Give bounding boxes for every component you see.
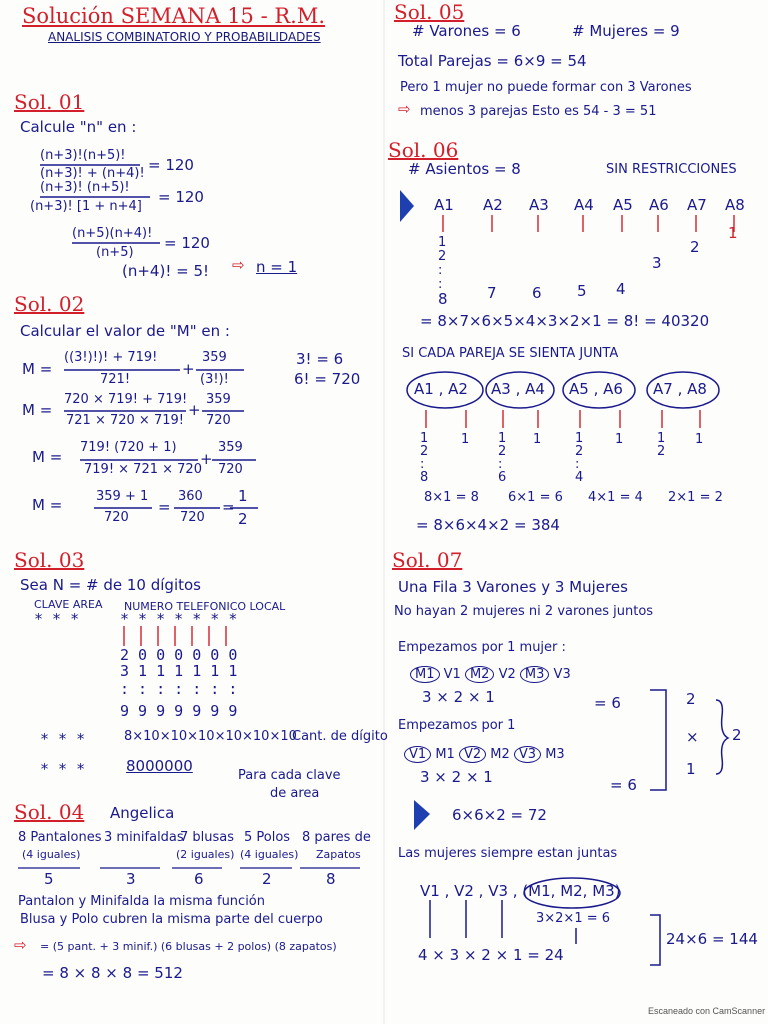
sol07-group: V1 , V2 , V3 , (M1, M2, M3)	[420, 882, 621, 900]
sol06-pair-ticks: 1 2 : 8	[420, 431, 429, 485]
sol03-label: Sol. 03	[14, 548, 85, 572]
sol06-col-count: 6	[532, 284, 542, 302]
sol03-stars3b: * * *	[40, 730, 86, 748]
sol07-result2: 24×6 = 144	[666, 930, 758, 948]
sol06-seat: A2	[483, 196, 503, 214]
sol01-eq1-den: (n+3)! + (n+4)!	[40, 166, 145, 181]
sol04-item3b: (2 iguales)	[176, 848, 235, 861]
sol03-stars7: * * * * * * *	[120, 610, 238, 628]
sol07-seq-item: M3	[520, 666, 550, 683]
sol04-item2: 3 minifaldas	[104, 830, 184, 845]
sol04-v4: 2	[262, 870, 272, 888]
sol04-result: = 8 × 8 × 8 = 512	[42, 964, 183, 982]
sol06-seat: A4	[574, 196, 594, 214]
sol02-l3-den2: 720	[218, 462, 243, 477]
sol03-stars3: * * *	[34, 610, 80, 628]
sol03-product: 8×10×10×10×10×10×10	[124, 729, 297, 744]
sol01-eq2-num: (n+3)! (n+5)!	[40, 180, 130, 195]
sol07-seq-item: M1	[410, 666, 440, 683]
sol02-fact2: 6! = 720	[294, 370, 361, 388]
sol02-l4-num3: 1	[238, 487, 248, 505]
sol02-l4-num: 359 + 1	[96, 489, 149, 504]
sol06-pair-prod: 4×1 = 4	[588, 490, 643, 505]
sol07-prod2: 3 × 2 × 1	[420, 768, 493, 786]
sol06-asientos: # Asientos = 8	[408, 160, 521, 178]
sol02-l2-plus: +	[188, 401, 201, 419]
sol06-pair-ticks: 1 2	[657, 431, 666, 459]
sol07-bracket-val: ×	[686, 728, 699, 746]
sol04-item5a: 8 pares de	[302, 830, 371, 845]
sol06-col-count: 4	[616, 280, 626, 298]
sol04-name: Angelica	[110, 804, 175, 822]
sol03-row9: 9 9 9 9 9 9 9	[120, 702, 238, 720]
sol07-seq-item: M1	[435, 747, 455, 762]
sol04-v3: 6	[194, 870, 204, 888]
arrow-right-icon: ⇨	[14, 936, 27, 954]
sol06-pair-ticks: 1 2 : 4	[575, 431, 584, 485]
sol03-total: 8000000	[126, 757, 193, 775]
sol07-label: Sol. 07	[392, 548, 463, 572]
sol07-seq-item: M3	[545, 747, 565, 762]
sol01-result: n = 1	[256, 258, 298, 276]
sol02-l3-den: 719! × 721 × 720	[84, 462, 202, 477]
sol07-seq-item: V2	[498, 667, 516, 682]
sol04-item4a: 5 Polos	[244, 830, 291, 845]
sol04-item5b: Zapatos	[316, 848, 361, 861]
sol02-l4-den2: 720	[180, 510, 205, 525]
sol03-row0: 2 0 0 0 0 0 0	[120, 646, 238, 664]
sol06-pair: A1 , A2	[414, 380, 468, 398]
sol07-seq-item: V3	[514, 746, 541, 763]
sol04-note2: Blusa y Polo cubren la misma parte del cuerpo	[20, 912, 323, 927]
sol07-seq-item: V1	[404, 746, 431, 763]
sol06-pair-one: 1	[695, 432, 704, 447]
sol02-l4-num2: 360	[178, 489, 203, 504]
sol03-stars3c: * * *	[40, 760, 86, 778]
sol07-seq1	[410, 666, 571, 683]
sol03-numero-local: NUMERO TELEFONICO LOCAL	[124, 600, 286, 613]
sol01-prompt: Calcule "n" en :	[20, 118, 137, 136]
sol07-l3: Las mujeres siempre estan juntas	[398, 846, 618, 861]
sol02-fact1: 3! = 6	[296, 350, 344, 368]
arrow-right-icon: ⇨	[232, 256, 245, 274]
sol07-eq6a: = 6	[594, 694, 621, 712]
sol04-formula: = (5 pant. + 3 minif.) (6 blusas + 2 polos) (8 zapatos)	[40, 940, 337, 953]
sol04-item4b: (4 iguales)	[240, 848, 299, 861]
sol06-result: = 8×6×4×2 = 384	[416, 516, 560, 534]
sol07-prod1: 3 × 2 × 1	[422, 688, 495, 706]
sol06-seat: A6	[649, 196, 669, 214]
sol02-l4-left: M =	[32, 496, 63, 514]
sol07-emp2: Empezamos por 1	[398, 718, 516, 733]
sol02-l2-den: 721 × 720 × 719!	[66, 413, 184, 428]
sol04-v2: 3	[126, 870, 136, 888]
sol07-seq-item: M2	[465, 666, 495, 683]
sol04-v5: 8	[326, 870, 336, 888]
sol06-pair-prod: 6×1 = 6	[508, 490, 563, 505]
sol06-seat: A7	[687, 196, 707, 214]
sol06-pair-ticks: 1 2 : 6	[498, 431, 507, 485]
sol01-label: Sol. 01	[14, 90, 85, 114]
sol06-pair: A5 , A6	[569, 380, 623, 398]
sol06-seat: A1	[434, 196, 454, 214]
sol06-pair-prod: 2×1 = 2	[668, 490, 723, 505]
sol06-product: = 8×7×6×5×4×3×2×1 = 8! = 40320	[420, 312, 710, 330]
sol05-menos: menos 3 parejas Esto es 54 - 3 = 51	[420, 104, 657, 119]
sol02-l4-eq: =	[158, 498, 171, 516]
sol04-v1: 5	[44, 870, 54, 888]
sol01-eq4: (n+4)! = 5!	[122, 262, 209, 280]
sol01-eq2-den: (n+3)! [1 + n+4]	[30, 199, 142, 214]
sol06-col-count: 3	[652, 254, 662, 272]
sol03-note2: de area	[270, 786, 320, 801]
sol02-l3-plus: +	[200, 450, 213, 468]
sol06-pair: A7 , A8	[653, 380, 707, 398]
sol07-emp1: Empezamos por 1 mujer :	[398, 640, 566, 655]
sol06-pair-one: 1	[533, 432, 542, 447]
sol02-l2-num2: 359	[206, 392, 231, 407]
sol02-prompt: Calcular el valor de "M" en :	[20, 322, 230, 340]
sol01-eq3-num: (n+5)(n+4)!	[72, 226, 153, 241]
sol02-l2-den2: 720	[206, 413, 231, 428]
sol02-l1-left: M =	[22, 360, 53, 378]
sol03-rowdots: : : : : : : :	[120, 680, 238, 698]
sol06-pareja: SI CADA PAREJA SE SIENTA JUNTA	[402, 346, 619, 361]
sol07-seq2	[404, 746, 565, 763]
sol05-mujeres: # Mujeres = 9	[572, 22, 680, 40]
sol07-l2: No hayan 2 mujeres ni 2 varones juntos	[394, 604, 654, 619]
sol06-col-count: 5	[577, 282, 587, 300]
sol02-l2-left: M =	[22, 401, 53, 419]
sol06-col-count: 2	[690, 238, 700, 256]
sol05-varones: # Varones = 6	[412, 22, 521, 40]
sol07-bracket-val: 1	[686, 760, 696, 778]
sol02-l4-den: 720	[104, 510, 129, 525]
sol06-seat: A3	[529, 196, 549, 214]
sol02-label: Sol. 02	[14, 292, 85, 316]
sol06-pair-prod: 8×1 = 8	[424, 490, 479, 505]
sol02-l3-num2: 359	[218, 440, 243, 455]
sol07-bracket-result: 2	[732, 726, 742, 744]
sol02-l1-num2: 359	[202, 350, 227, 365]
sol06-pair: A3 , A4	[491, 380, 545, 398]
sol01-eq3-den: (n+5)	[96, 245, 134, 260]
sol02-l2-num: 720 × 719! + 719!	[64, 392, 188, 407]
sol07-result1: 6×6×2 = 72	[452, 806, 547, 824]
sol03-clave-area: CLAVE AREA	[34, 598, 103, 611]
sol06-pair-one: 1	[461, 432, 470, 447]
sol02-l1-plus: +	[182, 360, 195, 378]
sol06-label: Sol. 06	[388, 138, 459, 162]
footer-watermark: Escaneado con CamScanner	[648, 1006, 766, 1016]
sol07-seq-item: V2	[459, 746, 486, 763]
sol02-l1-num: ((3!)!)! + 719!	[64, 350, 158, 365]
sol06-col-ticks: 1 2 : :	[438, 235, 447, 292]
sol02-l1-den2: (3!)!	[200, 372, 229, 387]
sol06-seat: A5	[613, 196, 633, 214]
sol05-pero: Pero 1 mujer no puede formar con 3 Varones	[400, 80, 692, 95]
page-title: Solución SEMANA 15 - R.M.	[22, 4, 326, 28]
sol05-total: Total Parejas = 6×9 = 54	[398, 52, 587, 70]
arrow-right-icon: ⇨	[398, 100, 411, 118]
sol01-eq1-rhs: = 120	[148, 156, 194, 174]
sol07-bracket-val: 2	[686, 690, 696, 708]
sol02-l4-den3: 2	[238, 510, 248, 528]
sol06-col-count: 1	[728, 224, 738, 242]
sol07-inner: 3×2×1 = 6	[536, 911, 611, 926]
sol07-seq-item: V1	[443, 667, 461, 682]
sol04-item1a: 8 Pantalones	[18, 830, 102, 845]
sol04-item1b: (4 iguales)	[22, 848, 81, 861]
sol02-l4-eq2: =	[222, 498, 235, 516]
sol03-cant: Cant. de dígito	[292, 729, 388, 744]
sol07-seq-item: M2	[490, 747, 510, 762]
sol07-eq6b: = 6	[610, 776, 637, 794]
sol04-item3a: 7 blusas	[180, 830, 235, 845]
sol05-label: Sol. 05	[394, 0, 465, 24]
sol06-seat: A8	[725, 196, 745, 214]
sol06-sin: SIN RESTRICCIONES	[606, 162, 737, 177]
sol06-col-count: 7	[487, 284, 497, 302]
sol07-l1: Una Fila 3 Varones y 3 Mujeres	[398, 578, 628, 596]
sol06-pair-one: 1	[615, 432, 624, 447]
sol01-eq3-rhs: = 120	[164, 234, 210, 252]
sol06-col-count: 8	[438, 290, 448, 308]
sol03-note1: Para cada clave	[238, 768, 341, 783]
sol03-row1: 3 1 1 1 1 1 1	[120, 662, 238, 680]
sol07-prod3: 4 × 3 × 2 × 1 = 24	[418, 946, 564, 964]
sol04-note1: Pantalon y Minifalda la misma función	[18, 894, 265, 909]
sol01-eq2-rhs: = 120	[158, 188, 204, 206]
page-subtitle: ANALISIS COMBINATORIO Y PROBABILIDADES	[48, 30, 321, 44]
sol02-l3-left: M =	[32, 448, 63, 466]
sol02-l3-num: 719! (720 + 1)	[80, 440, 177, 455]
sol04-label: Sol. 04	[14, 800, 85, 824]
sol07-seq-item: V3	[553, 667, 571, 682]
sol02-l1-den: 721!	[100, 372, 131, 387]
sol03-prompt: Sea N = # de 10 dígitos	[20, 576, 201, 594]
sol01-eq1-num: (n+3)!(n+5)!	[40, 148, 126, 163]
